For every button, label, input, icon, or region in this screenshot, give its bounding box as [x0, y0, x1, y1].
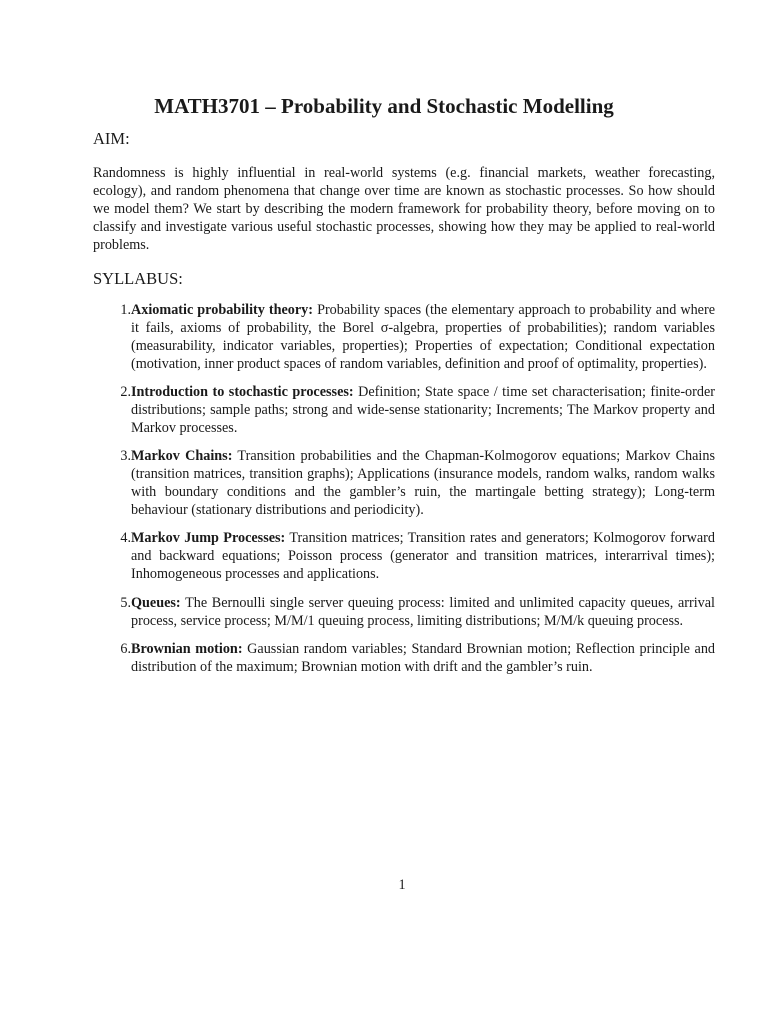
syllabus-list: [93, 302, 715, 687]
syllabus-item: [93, 302, 715, 374]
syllabus-heading: SYLLABUS:: [93, 269, 183, 288]
syllabus-item: [93, 448, 715, 520]
syllabus-item: [93, 641, 715, 677]
syllabus-item-number: 1.: [120, 302, 131, 318]
syllabus-item-body: [131, 448, 715, 520]
syllabus-item-title: Markov Chains:: [131, 448, 233, 465]
aim-paragraph: Randomness is highly influential in real-world systems (e.g. financial markets, weather forecasting, ecology), and random phenomena that change over time are known as stochastic processes. So how should we model them? We start by describing the modern framework for probability theory, before moving on to classify and investigate various useful stochastic processes, showing how they may be applied to real-world problems.: [93, 165, 715, 253]
syllabus-item-number: 3.: [120, 448, 131, 465]
syllabus-item-title: Markov Jump Processes:: [131, 530, 286, 547]
syllabus-item-body: [131, 384, 715, 438]
syllabus-item: [93, 595, 715, 631]
aim-heading: AIM:: [93, 129, 130, 148]
syllabus-item-title: Axiomatic probability theory:: [131, 302, 314, 318]
syllabus-item-body: [131, 595, 715, 631]
syllabus-item-body: [131, 641, 715, 677]
syllabus-item-number: 2.: [120, 384, 131, 401]
page-title: MATH3701 – Probability and Stochastic Modelling: [154, 94, 614, 118]
syllabus-item-number: 6.: [120, 641, 131, 657]
syllabus-item-title: Queues:: [131, 594, 181, 611]
syllabus-item-text: Transition probabilities and the Chapman-Kolmogorov equations; Markov Chains (transition matrices, transition graphs); Applications (insurance models, random walks, random walks with boundary conditions and the gambler’s ruin, the martingale betting strategy); Long-term behaviour (stationary distributions and periodicity).: [131, 448, 715, 519]
page-number: 1: [398, 877, 406, 893]
syllabus-item-number: 4.: [120, 530, 131, 547]
syllabus-item-body: [131, 530, 715, 584]
syllabus-item-text: Probability spaces (the elementary approach to probability and where it fails, axioms of probability, the Borel σ-algebra, properties of probabilities); random variables (measurability, indicator variables, properties); Properties of expectation; Conditional expectation (motivation, inner product spaces of random variables, definition and proof of optimality, properties).: [131, 302, 715, 372]
syllabus-item-number: 5.: [120, 594, 131, 611]
syllabus-item: [93, 530, 715, 584]
syllabus-item: [93, 384, 715, 438]
syllabus-item-text: Definition; State space / time set characterisation; finite-order distributions; sample paths; strong and wide-sense stationarity; Increments; The Markov property and Markov processes.: [131, 384, 715, 436]
syllabus-item-title: Brownian motion:: [131, 641, 243, 657]
syllabus-item-text: Transition matrices; Transition rates and generators; Kolmogorov forward and backward equations; Poisson process (generator and transition matrices, interarrival times); Inhomogeneous processes and applications.: [131, 530, 715, 583]
syllabus-item-title: Introduction to stochastic processes:: [131, 384, 354, 401]
syllabus-item-text: The Bernoulli single server queuing process: limited and unlimited capacity queues, arrival process, service process; M/M/1 queuing process, limiting distributions; M/M/k queuing process.: [131, 594, 715, 629]
syllabus-item-text: Gaussian random variables; Standard Brownian motion; Reflection principle and distribution of the maximum; Brownian motion with drift and the gambler’s ruin.: [131, 641, 716, 675]
syllabus-item-body: [131, 302, 715, 374]
